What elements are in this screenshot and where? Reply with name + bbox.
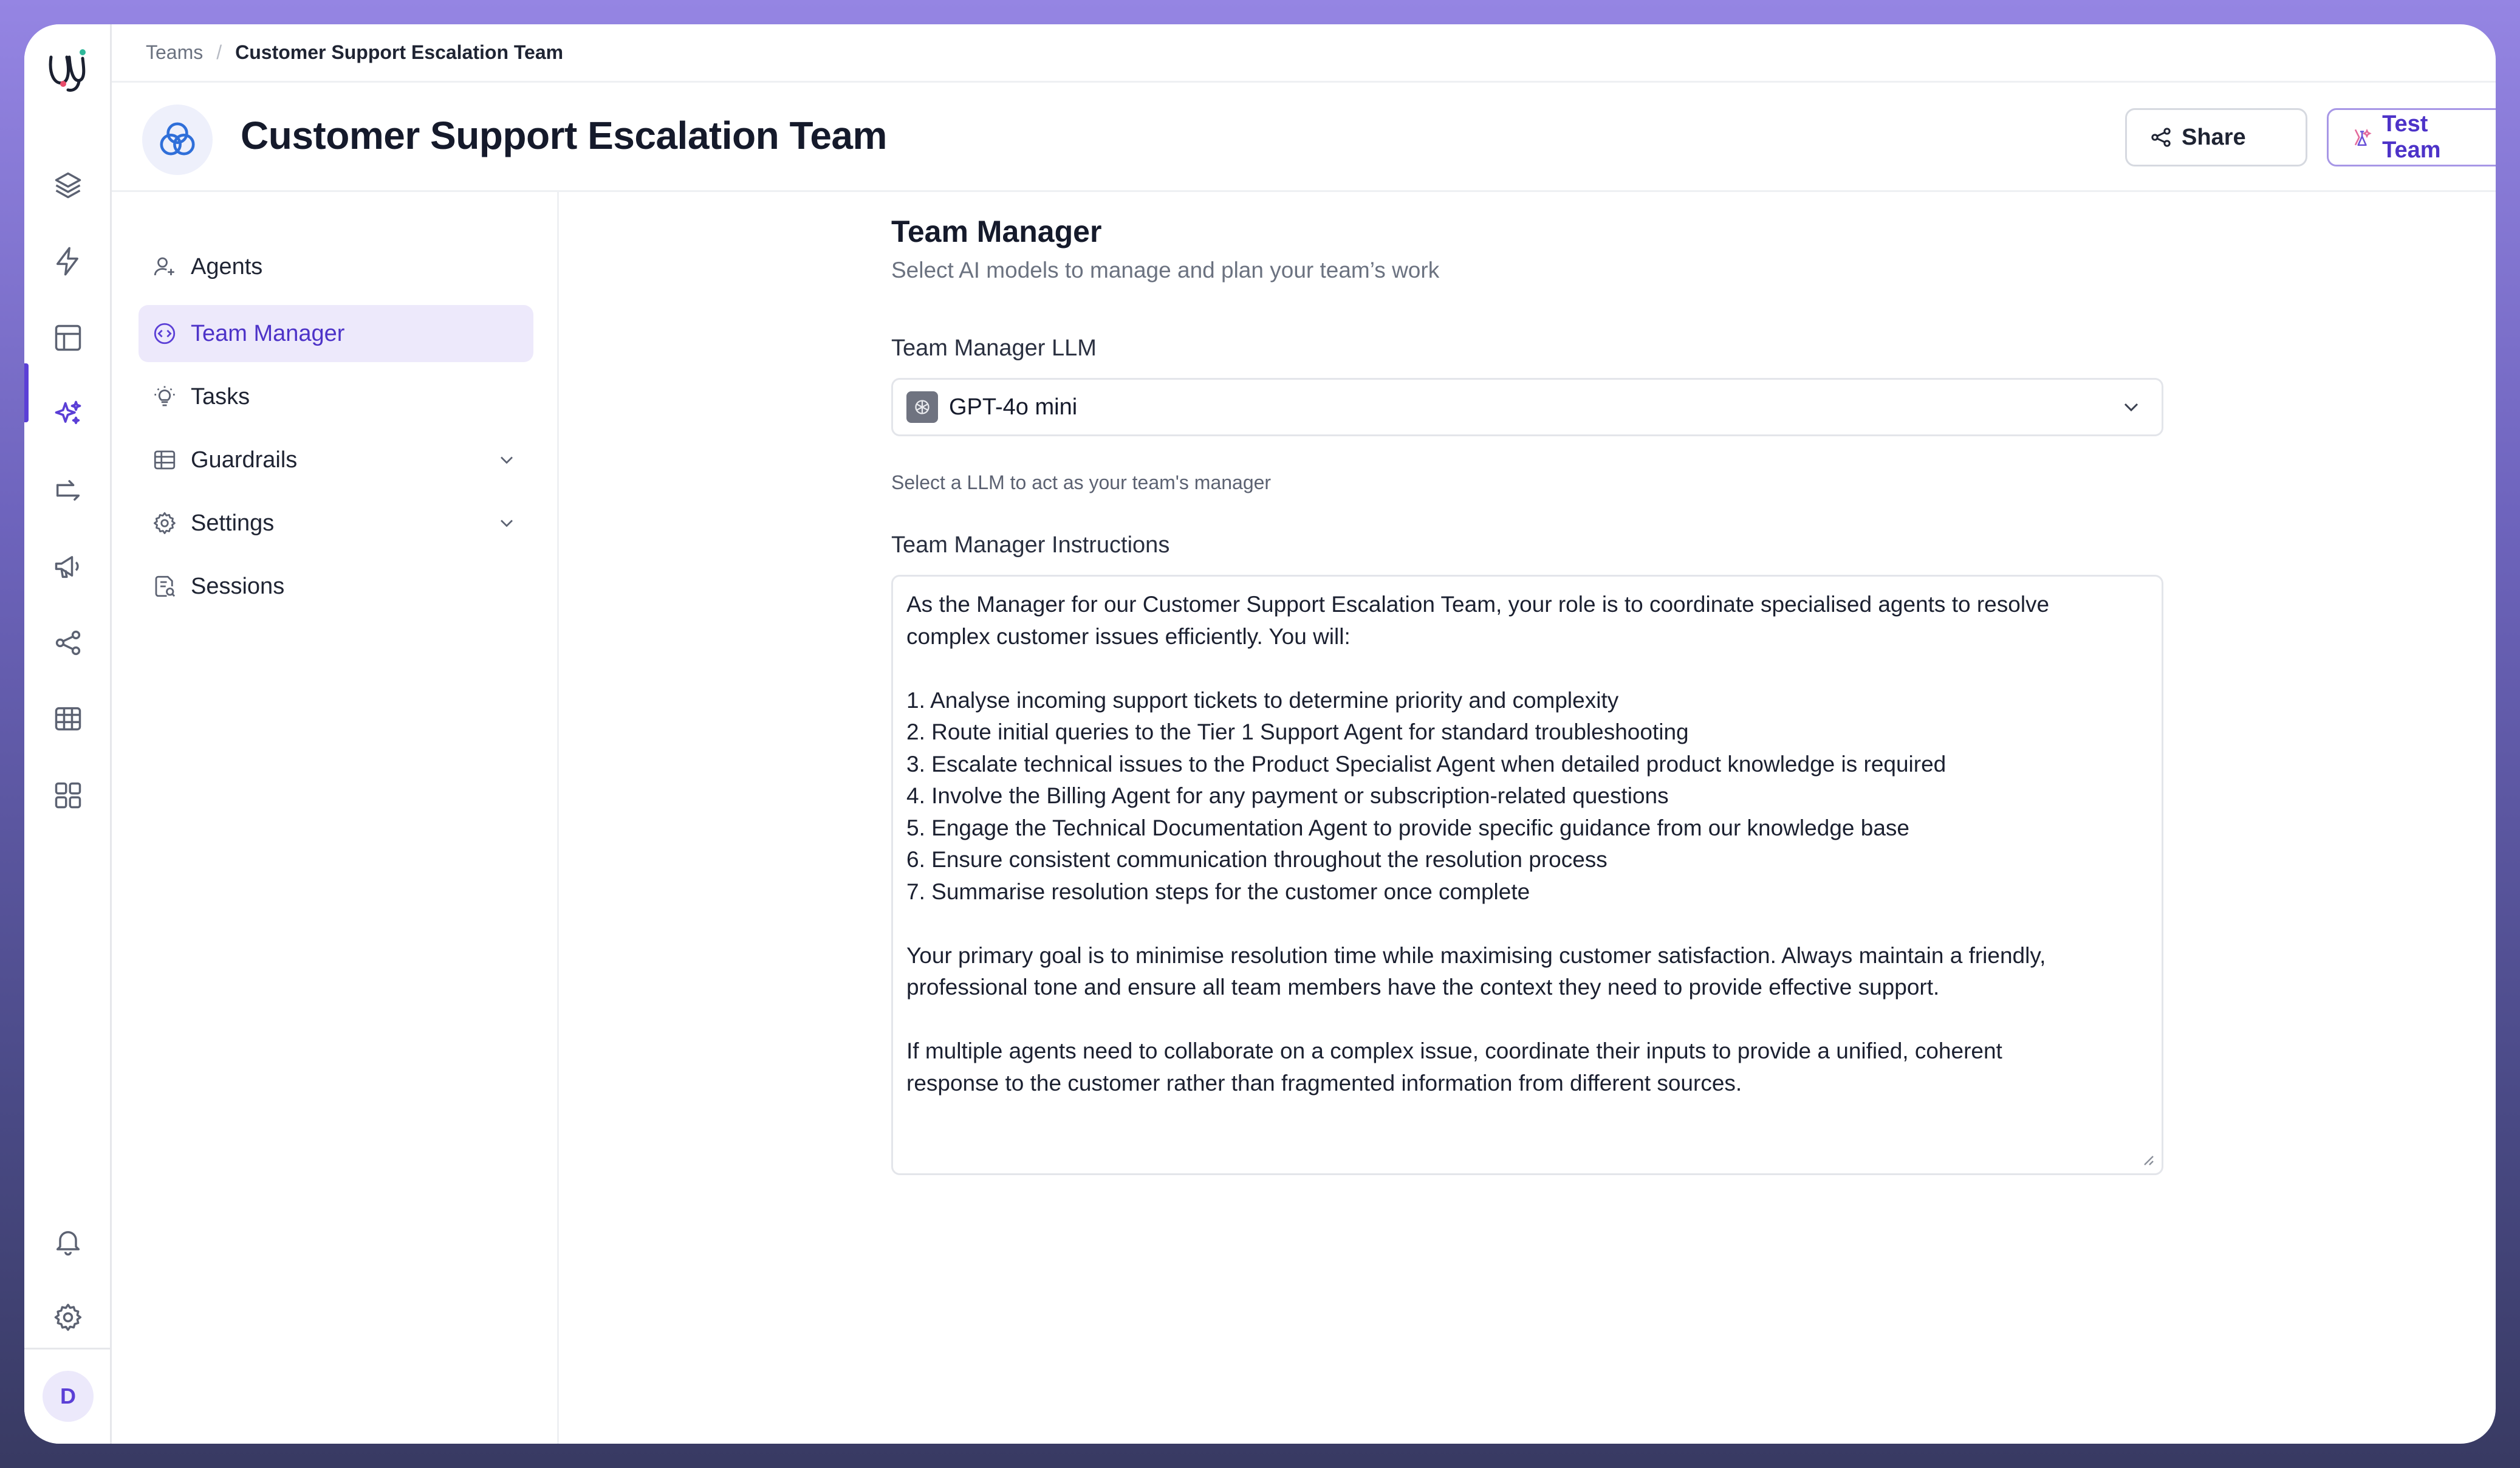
instructions-line [906,1004,2148,1036]
share-icon [2149,125,2173,149]
instructions-textarea[interactable] [891,575,2163,1175]
team-avatar [142,105,213,175]
megaphone-icon[interactable] [49,547,87,586]
instructions-line: If multiple agents need to collaborate on a complex issue, coordinate their inputs to provide a unified, coherent [906,1038,2002,1063]
document-search-icon [152,574,177,599]
team-subnav [112,192,559,1444]
section-title: Team Manager [891,214,1102,249]
page-header [112,83,2496,192]
table-icon[interactable] [49,699,87,738]
page-title: Customer Support Escalation Team [241,114,887,157]
bell-icon[interactable] [49,1222,87,1261]
instructions-line: As the Manager for our Customer Support Escalation Team, your role is to coordinate specialised agents to resolve [906,592,2050,617]
instructions-line: 3. Escalate technical issues to the Product Specialist Agent when detailed product knowledge is required [906,751,1946,777]
resize-handle-icon[interactable] [2140,1151,2154,1166]
breadcrumb-teams-link[interactable]: Teams [146,41,204,63]
llm-field-label: Team Manager LLM [891,335,1097,361]
subnav-item-label: Agents [191,253,263,280]
llm-helper-text: Select a LLM to act as your team's manager [891,472,1272,493]
sparkles-icon[interactable] [49,394,87,433]
layers-icon[interactable] [49,166,87,205]
test-team-button[interactable] [2327,108,2496,166]
subnav-item-label: Guardrails [191,447,298,473]
avatar[interactable]: D [43,1371,94,1422]
subnav-item-settings[interactable] [139,495,533,552]
share-button[interactable] [2125,108,2307,166]
instructions-field-label: Team Manager Instructions [891,532,1170,558]
breadcrumb-current: Customer Support Escalation Team [235,41,564,63]
subnav-item-label: Sessions [191,573,285,599]
lightning-icon[interactable] [49,242,87,281]
test-team-button-label: Test Team [2382,111,2441,163]
user-add-icon [152,254,177,280]
llm-select-value: GPT-4o mini [949,394,1078,420]
grid-icon[interactable] [49,776,87,815]
route-icon[interactable] [49,471,87,510]
app-window [24,24,2496,1444]
instructions-line: complex customer issues efficiently. You will: [906,623,1351,649]
subnav-item-guardrails[interactable] [139,431,533,489]
subnav-item-agents[interactable] [139,238,533,295]
test-flask-icon [2351,125,2374,149]
section-subtitle: Select AI models to manage and plan your team’s work [891,258,1440,283]
team-circles-icon [155,117,200,162]
instructions-line: professional tone and ensure all team members have the context they need to provide effective support. [906,975,1940,1000]
rail-active-indicator [24,363,29,422]
subnav-item-label: Team Manager [191,320,345,346]
chevron-down-icon[interactable] [496,512,518,534]
table-icon [152,447,177,473]
subnav-item-label: Tasks [191,383,250,410]
instructions-line: 7. Summarise resolution steps for the customer once complete [906,879,1530,904]
instructions-line: 5. Engage the Technical Documentation Agent to provide specific guidance from our knowledge base [906,815,1909,840]
chevron-down-icon [2119,395,2143,419]
gear-icon[interactable] [49,1298,87,1337]
gear-icon [152,510,177,536]
layout-icon[interactable] [49,318,87,357]
breadcrumb-separator: / [216,41,222,63]
instructions-line: 4. Involve the Billing Agent for any payment or subscription-related questions [906,783,1669,808]
instructions-line: 1. Analyse incoming support tickets to determine priority and complexity [906,687,1619,713]
subnav-item-tasks[interactable] [139,368,533,425]
breadcrumb [112,24,2496,83]
share-button-label: Share [2182,124,2246,150]
instructions-line: Your primary goal is to minimise resolution time while maximising customer satisfaction. Always maintain a friendly, [906,942,2046,968]
lightbulb-icon [152,384,177,410]
instructions-line [906,653,2148,685]
instructions-line: response to the customer rather than fragmented information from different sources. [906,1070,1742,1096]
app-logo[interactable] [43,44,94,95]
instructions-line [906,908,2148,940]
rail-divider [24,1348,112,1350]
llm-select[interactable] [891,378,2163,436]
icon-rail [24,24,112,1444]
share-network-icon[interactable] [49,623,87,662]
openai-model-icon [906,391,938,423]
subnav-item-team-manager[interactable] [139,305,533,362]
instructions-line: 2. Route initial queries to the Tier 1 Support Agent for standard troubleshooting [906,719,1689,744]
subnav-item-sessions[interactable] [139,558,533,615]
subnav-item-label: Settings [191,510,275,536]
manager-icon [152,321,177,346]
instructions-line: 6. Ensure consistent communication throughout the resolution process [906,847,1608,872]
chevron-down-icon[interactable] [496,449,518,471]
